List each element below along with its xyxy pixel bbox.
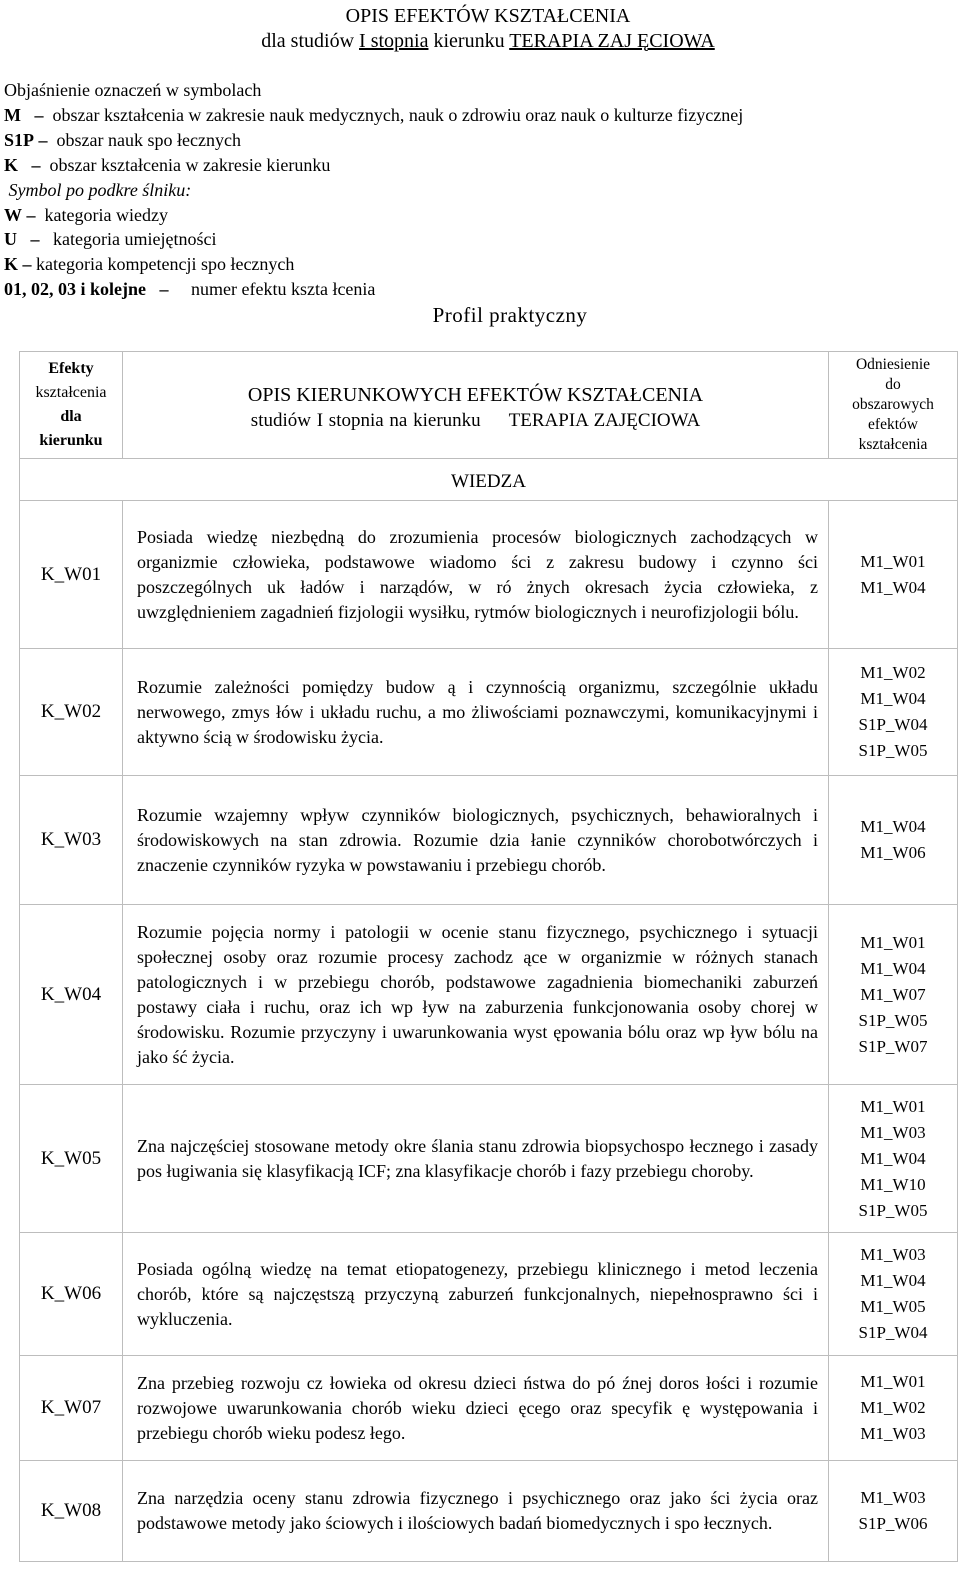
legend-item: S1P – obszar nauk spo łecznych [4,129,241,150]
table-row [20,1085,958,1233]
table-row [20,649,958,776]
legend-item: K – obszar kształcenia w zakresie kierunku [4,154,331,175]
table-row [20,905,958,1085]
outcome-references: M1_W03 M1_W04 M1_W05 S1P_W04 [829,1233,958,1356]
title-line-1: OPIS EFEKTÓW KSZTAŁCENIA [345,5,631,27]
outcome-references: M1_W02 M1_W04 S1P_W04 S1P_W05 [829,649,958,776]
outcome-description: Rozumie pojęcia normy i patologii w ocenie stanu fizycznego, psychicznego i sytuacji społecznej osoby oraz rozumie procesy zachodz ące w organizmie w różnych stanach patologicznych i w przebiegu chorób, podstawowe zagadnienia biomechaniki zaburzeń postawy ciała i ruchu, oraz ich wp ływ na zaburzenia funkcjonowania osoby chorej w środowisku. Rozumie przyczyny i uwarunkowania wyst ępowania bólu oraz wp ływ bólu na jako ść życia. [123,905,829,1085]
header-description: OPIS KIERUNKOWYCH EFEKTÓW KSZTAŁCENIA studiów I stopnia na kierunku TERAPIA ZAJĘCIOWA [123,352,829,459]
outcome-references: M1_W01 M1_W02 M1_W03 [829,1356,958,1461]
title-mid: kierunku [433,30,505,52]
outcome-description: Posiada wiedzę niezbędną do zrozumienia procesów biologicznych zachodzących w organizmie człowieka, podstawowe wiadomo ści z zakresu budowy i czynno ści poszczególnych uk ładów i narządów, w ró żnych okresach życia człowieka, z uwzględnieniem zagadnień fizjologii wysiłku, rytmów biologicznych i neurofizjologii bólu. [123,501,829,649]
document-title [0,4,960,54]
outcome-references: M1_W01 M1_W04 [829,501,958,649]
legend-category: W – kategoria wiedzy [4,204,168,225]
title-level: I stopnia [359,30,429,52]
title-field: TERAPIA ZAJ ĘCIOWA [509,30,715,52]
outcome-code: K_W03 [20,776,123,905]
outcome-code: K_W01 [20,501,123,649]
legend-category: 01, 02, 03 i kolejne – numer efektu kszta łcenia [4,279,376,300]
section-row [20,459,958,501]
table-row [20,501,958,649]
table-row [20,1461,958,1562]
table-header-row [20,352,958,459]
outcome-code: K_W02 [20,649,123,776]
outcome-code: K_W08 [20,1461,123,1562]
outcome-description: Zna najczęściej stosowane metody okre ślania stanu zdrowia biopsychospo łecznego i zasady pos ługiwania się klasyfikacją ICF; zna klasyfikacje chorób i fazy przebiegu choroby. [123,1085,829,1233]
profile-label: Profil praktyczny [432,303,588,327]
outcome-description: Zna przebieg rozwoju cz łowieka od okresu dzieci ństwa do pó źnej doros łości i rozumie rozwojowe uwarunkowania chorób wieku dzieci ęcego oraz specyfik ę występowania i przebiegu chorób wieku podesz łego. [123,1356,829,1461]
title-prefix: dla studiów [261,30,355,52]
outcome-description: Zna narzędzia oceny stanu zdrowia fizycznego i psychicznego oraz jako ści życia oraz podstawowe metody jako ściowych i ilościowych badań biomedycznych i spo łecznych. [123,1461,829,1562]
outcome-code: K_W06 [20,1233,123,1356]
table-row [20,776,958,905]
header-outcomes: Efekty kształcenia dla kierunku [20,352,123,459]
header-references: Odniesienie do obszarowych efektów kształcenia [829,352,958,459]
outcome-references: M1_W01 M1_W04 M1_W07 S1P_W05 S1P_W07 [829,905,958,1085]
title-line-2 [0,29,960,54]
legend-category: U – kategoria umiejętności [4,229,217,250]
outcome-references: M1_W01 M1_W03 M1_W04 M1_W10 S1P_W05 [829,1085,958,1233]
outcome-code: K_W04 [20,905,123,1085]
table-row [20,1233,958,1356]
section-heading: WIEDZA [20,459,958,501]
outcome-references: M1_W03 S1P_W06 [829,1461,958,1562]
table-row [20,1356,958,1461]
legend-item: M – obszar kształcenia w zakresie nauk medycznych, nauk o zdrowiu oraz nauk o kulturze fizycznej [4,104,744,125]
legend-category: K – kategoria kompetencji spo łecznych [4,254,295,275]
outcome-description: Rozumie zależności pomiędzy budow ą i czynnością organizmu, szczególnie układu nerwowego, zmys łów i układu ruchu, a mo żliwościami poznawczymi, komunikacyjnymi i aktywno ścią w środowisku życia. [123,649,829,776]
outcome-description: Posiada ogólną wiedzę na temat etiopatogenezy, przebiegu klinicznego i metod leczenia chorób, które są najczęstszą przyczyną zaburzeń funkcjonalnych, niepełnosprawno ści i wykluczenia. [123,1233,829,1356]
outcome-references: M1_W04 M1_W06 [829,776,958,905]
outcome-code: K_W07 [20,1356,123,1461]
learning-outcomes-table [19,351,958,1562]
symbols-legend [4,78,954,302]
legend-subheading: Symbol po podkre ślniku: [8,179,192,200]
outcome-description: Rozumie wzajemny wpływ czynników biologicznych, psychicznych, behawioralnych i środowiskowych na stan zdrowia. Rozumie dzia łanie czynników chorobotwórczych i znaczenie czynników ryzyka w powstawaniu i przebiegu chorób. [123,776,829,905]
legend-heading: Objaśnienie oznaczeń w symbolach [4,80,262,100]
outcome-code: K_W05 [20,1085,123,1233]
